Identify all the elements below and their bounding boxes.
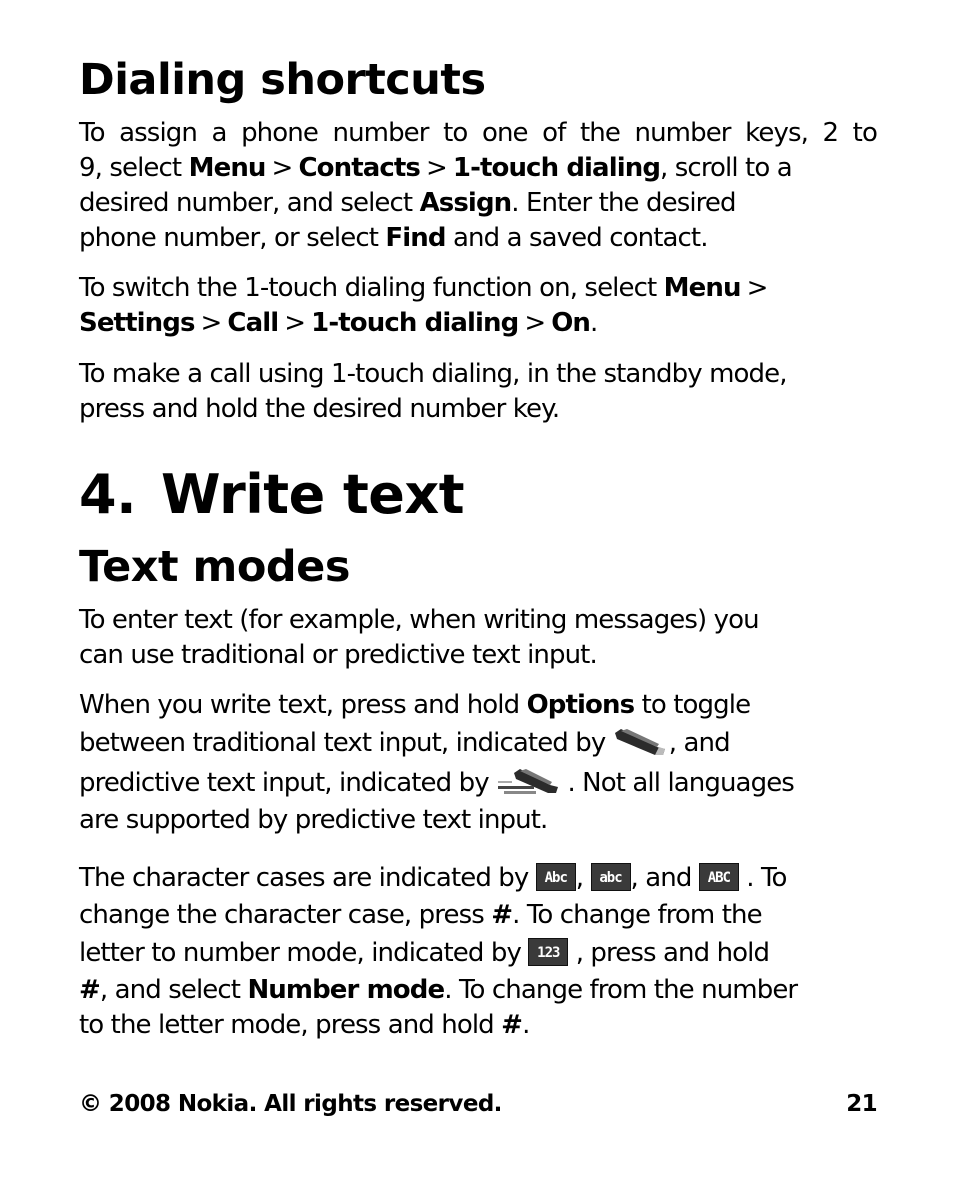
key-hash: # [501, 1010, 523, 1040]
key-hash: # [79, 975, 100, 1005]
text-line: #, and select Number mode. To change from the number [79, 975, 798, 1005]
page-footer [79, 1088, 877, 1120]
menu-path-1-touch-dialing: 1-touch dialing [311, 308, 519, 338]
text-line: letter to number mode, indicated by 123 , press and hold [79, 938, 770, 968]
command-assign: Assign [419, 188, 512, 218]
command-options: Options [526, 690, 635, 720]
text-line: 9, select Menu > Contacts > 1-touch dialing, scroll to a [79, 153, 792, 183]
heading-dialing-shortcuts: Dialing shortcuts [79, 55, 486, 105]
number-mode-icon: 123 [528, 938, 568, 966]
lowercase-icon: abc [591, 863, 631, 891]
heading-text-modes: Text modes [79, 542, 350, 592]
manual-page [79, 0, 877, 1180]
page-number: 21 [846, 1091, 877, 1117]
text-line: To make a call using 1-touch dialing, in the standby mode, [79, 359, 787, 389]
text-line: between traditional text input, indicated by , and [79, 728, 730, 758]
text-line: phone number, or select Find and a saved contact. [79, 223, 708, 253]
menu-path-1-touch-dialing: 1-touch dialing [452, 153, 661, 183]
menu-path-on: On [551, 308, 591, 338]
paragraph-toggle-input [79, 688, 877, 838]
text-line: Settings > Call > 1-touch dialing > On. [79, 308, 598, 338]
menu-path-menu: Menu [663, 273, 741, 303]
key-hash: # [491, 900, 513, 930]
text-line: change the character case, press #. To change from the [79, 900, 762, 930]
text-line: to the letter mode, press and hold #. [79, 1010, 530, 1040]
paragraph-switch-on [79, 271, 877, 341]
uppercase-icon: ABC [699, 863, 739, 891]
sentence-case-icon: Abc [536, 863, 576, 891]
chapter-number: 4. [79, 463, 137, 526]
paragraph-assign-number [79, 116, 877, 256]
text-line: press and hold the desired number key. [79, 394, 560, 424]
paragraph-make-call [79, 357, 877, 427]
text-line: To assign a phone number to one of the number keys, 2 to [79, 118, 877, 148]
text-line: When you write text, press and hold Options to toggle [79, 690, 751, 720]
chapter-name: Write text [161, 463, 465, 526]
paragraph-character-cases [79, 858, 877, 1043]
command-number-mode: Number mode [247, 975, 445, 1005]
text-line: predictive text input, indicated by . Not all languages [79, 768, 794, 798]
text-line: desired number, and select Assign. Enter the desired [79, 188, 736, 218]
menu-path-call: Call [227, 308, 279, 338]
text-line: To switch the 1-touch dialing function on, select Menu > [79, 273, 768, 303]
paragraph-enter-text [79, 603, 877, 673]
pen-icon [613, 727, 669, 757]
text-line: To enter text (for example, when writing messages) you [79, 605, 759, 635]
menu-path-contacts: Contacts [298, 153, 420, 183]
chapter-title [79, 465, 464, 525]
menu-path-menu: Menu [188, 153, 266, 183]
command-find: Find [385, 223, 446, 253]
menu-path-settings: Settings [79, 308, 195, 338]
text-line: are supported by predictive text input. [79, 805, 548, 835]
text-line: The character cases are indicated by Abc , abc , and ABC . To [79, 863, 787, 893]
copyright-notice: © 2008 Nokia. All rights reserved. [79, 1091, 502, 1117]
text-line: can use traditional or predictive text input. [79, 640, 597, 670]
predictive-pen-icon [496, 767, 560, 797]
